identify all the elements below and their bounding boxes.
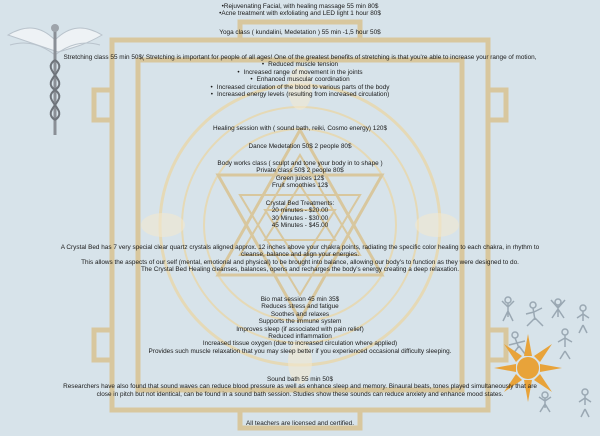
footer-note: All teachers are licensed and certified. — [246, 420, 354, 427]
yoga-section — [0, 29, 600, 36]
acne-service: •Acne treatment with exfoliating and LED light 1 hour 80$ — [219, 10, 381, 18]
dance-service: Dance Medetation 50$ 2 people 80$ — [248, 143, 352, 150]
crystal-price-30: 30 Minutes - $30.00 — [271, 214, 329, 222]
yoga-service: Yoga class ( kundalini, Medetation ) 55 min -1,5 hour 50$ — [219, 29, 381, 36]
biomat-title: Bio mat session 45 min 35$ — [260, 296, 340, 303]
list-item: Provides such muscle relaxation that you may sleep better if you experienced occasional difficulty sleeping. — [148, 347, 452, 355]
stretching-section — [0, 54, 600, 98]
crystal-price-45: 45 Minutes - $45.00 — [271, 222, 329, 230]
list-item: • Enhanced muscular coordination — [0, 76, 600, 83]
list-item: • Increased range of movement in the joints — [0, 69, 600, 76]
crystal-desc-2: This allows the aspects of our self (mental, emotional and physical) to be brought into balance, allowing our body's to function as they were designed to do. — [81, 258, 519, 266]
fruit-smoothies-item: Fruit smoothies 12$ — [271, 182, 329, 190]
healing-service: Healing session with ( sound bath, reiki, Cosmo energy) 120$ — [212, 125, 388, 132]
list-item: Improves sleep (if associated with pain relief) — [236, 325, 364, 333]
stretching-intro: Stretching class 55 min 50$( Stretching is important for people of all ages! One of the greatest benefits of stretching is that you're able to increase your range of motion, — [63, 54, 537, 61]
body-works-service: Body works class ( sculpt and tone your body in to shape ) — [217, 160, 383, 167]
biomat-section — [0, 296, 600, 355]
list-item: Increased tissue oxygen (due to increased circulation where applied) — [202, 340, 398, 348]
list-item: • Reduced muscle tension — [0, 61, 600, 68]
healing-section — [0, 125, 600, 132]
list-item: • Increased energy levels (resulting from increased circulation) — [0, 91, 600, 98]
crystal-desc-3: The Crystal Bed Healing cleanses, balances, opens and recharges the body's energy creating a deep relaxation. — [140, 266, 460, 274]
list-item: • Increased circulation of the blood to various parts of the body — [0, 84, 600, 91]
sound-bath-section — [0, 376, 600, 398]
footer-section — [0, 420, 600, 427]
private-class-service: Private class 50$ 2 people 80$ — [256, 167, 344, 175]
facial-service: •Rejuvenating Facial, with healing massage 55 min 80$ — [221, 3, 379, 10]
list-item: Supports the immune system — [258, 318, 342, 326]
list-item: Soothes and relaxes — [270, 310, 330, 318]
sound-bath-description: Researchers have also found that sound waves can reduce blood pressure as well as enhance sleep and memory. Binaural beats, tones played simultaneously that are close in pitch but not identical, can be found in a sound bath session. Studies show these sounds can reduce anxiety and enhance mood states. — [63, 383, 537, 398]
stretching-benefits-list — [0, 61, 600, 98]
crystal-desc-1: A Crystal Bed has 7 very special clear quartz crystals aligned approx. 12 inches above your chakra points, radiating the specific color healing to each chakra, in rhythm to cleanse, balance and align your energies. — [60, 244, 540, 259]
list-item: Reduced inflammation — [268, 333, 332, 341]
crystal-price-20: 20 minutes - $20.00 — [271, 207, 329, 215]
list-item: Reduces stress and fatigue — [261, 303, 339, 311]
crystal-bed-section — [0, 200, 600, 230]
body-works-section — [0, 160, 600, 190]
crystal-description — [0, 244, 600, 274]
green-juices-item: Green juices 12$ — [275, 174, 325, 182]
sound-bath-title: Sound bath 55 min 50$ — [266, 376, 334, 383]
crystal-bed-title: Crystal Bed Treatments: — [265, 200, 335, 207]
dance-section — [0, 143, 600, 150]
facial-section — [0, 3, 600, 18]
